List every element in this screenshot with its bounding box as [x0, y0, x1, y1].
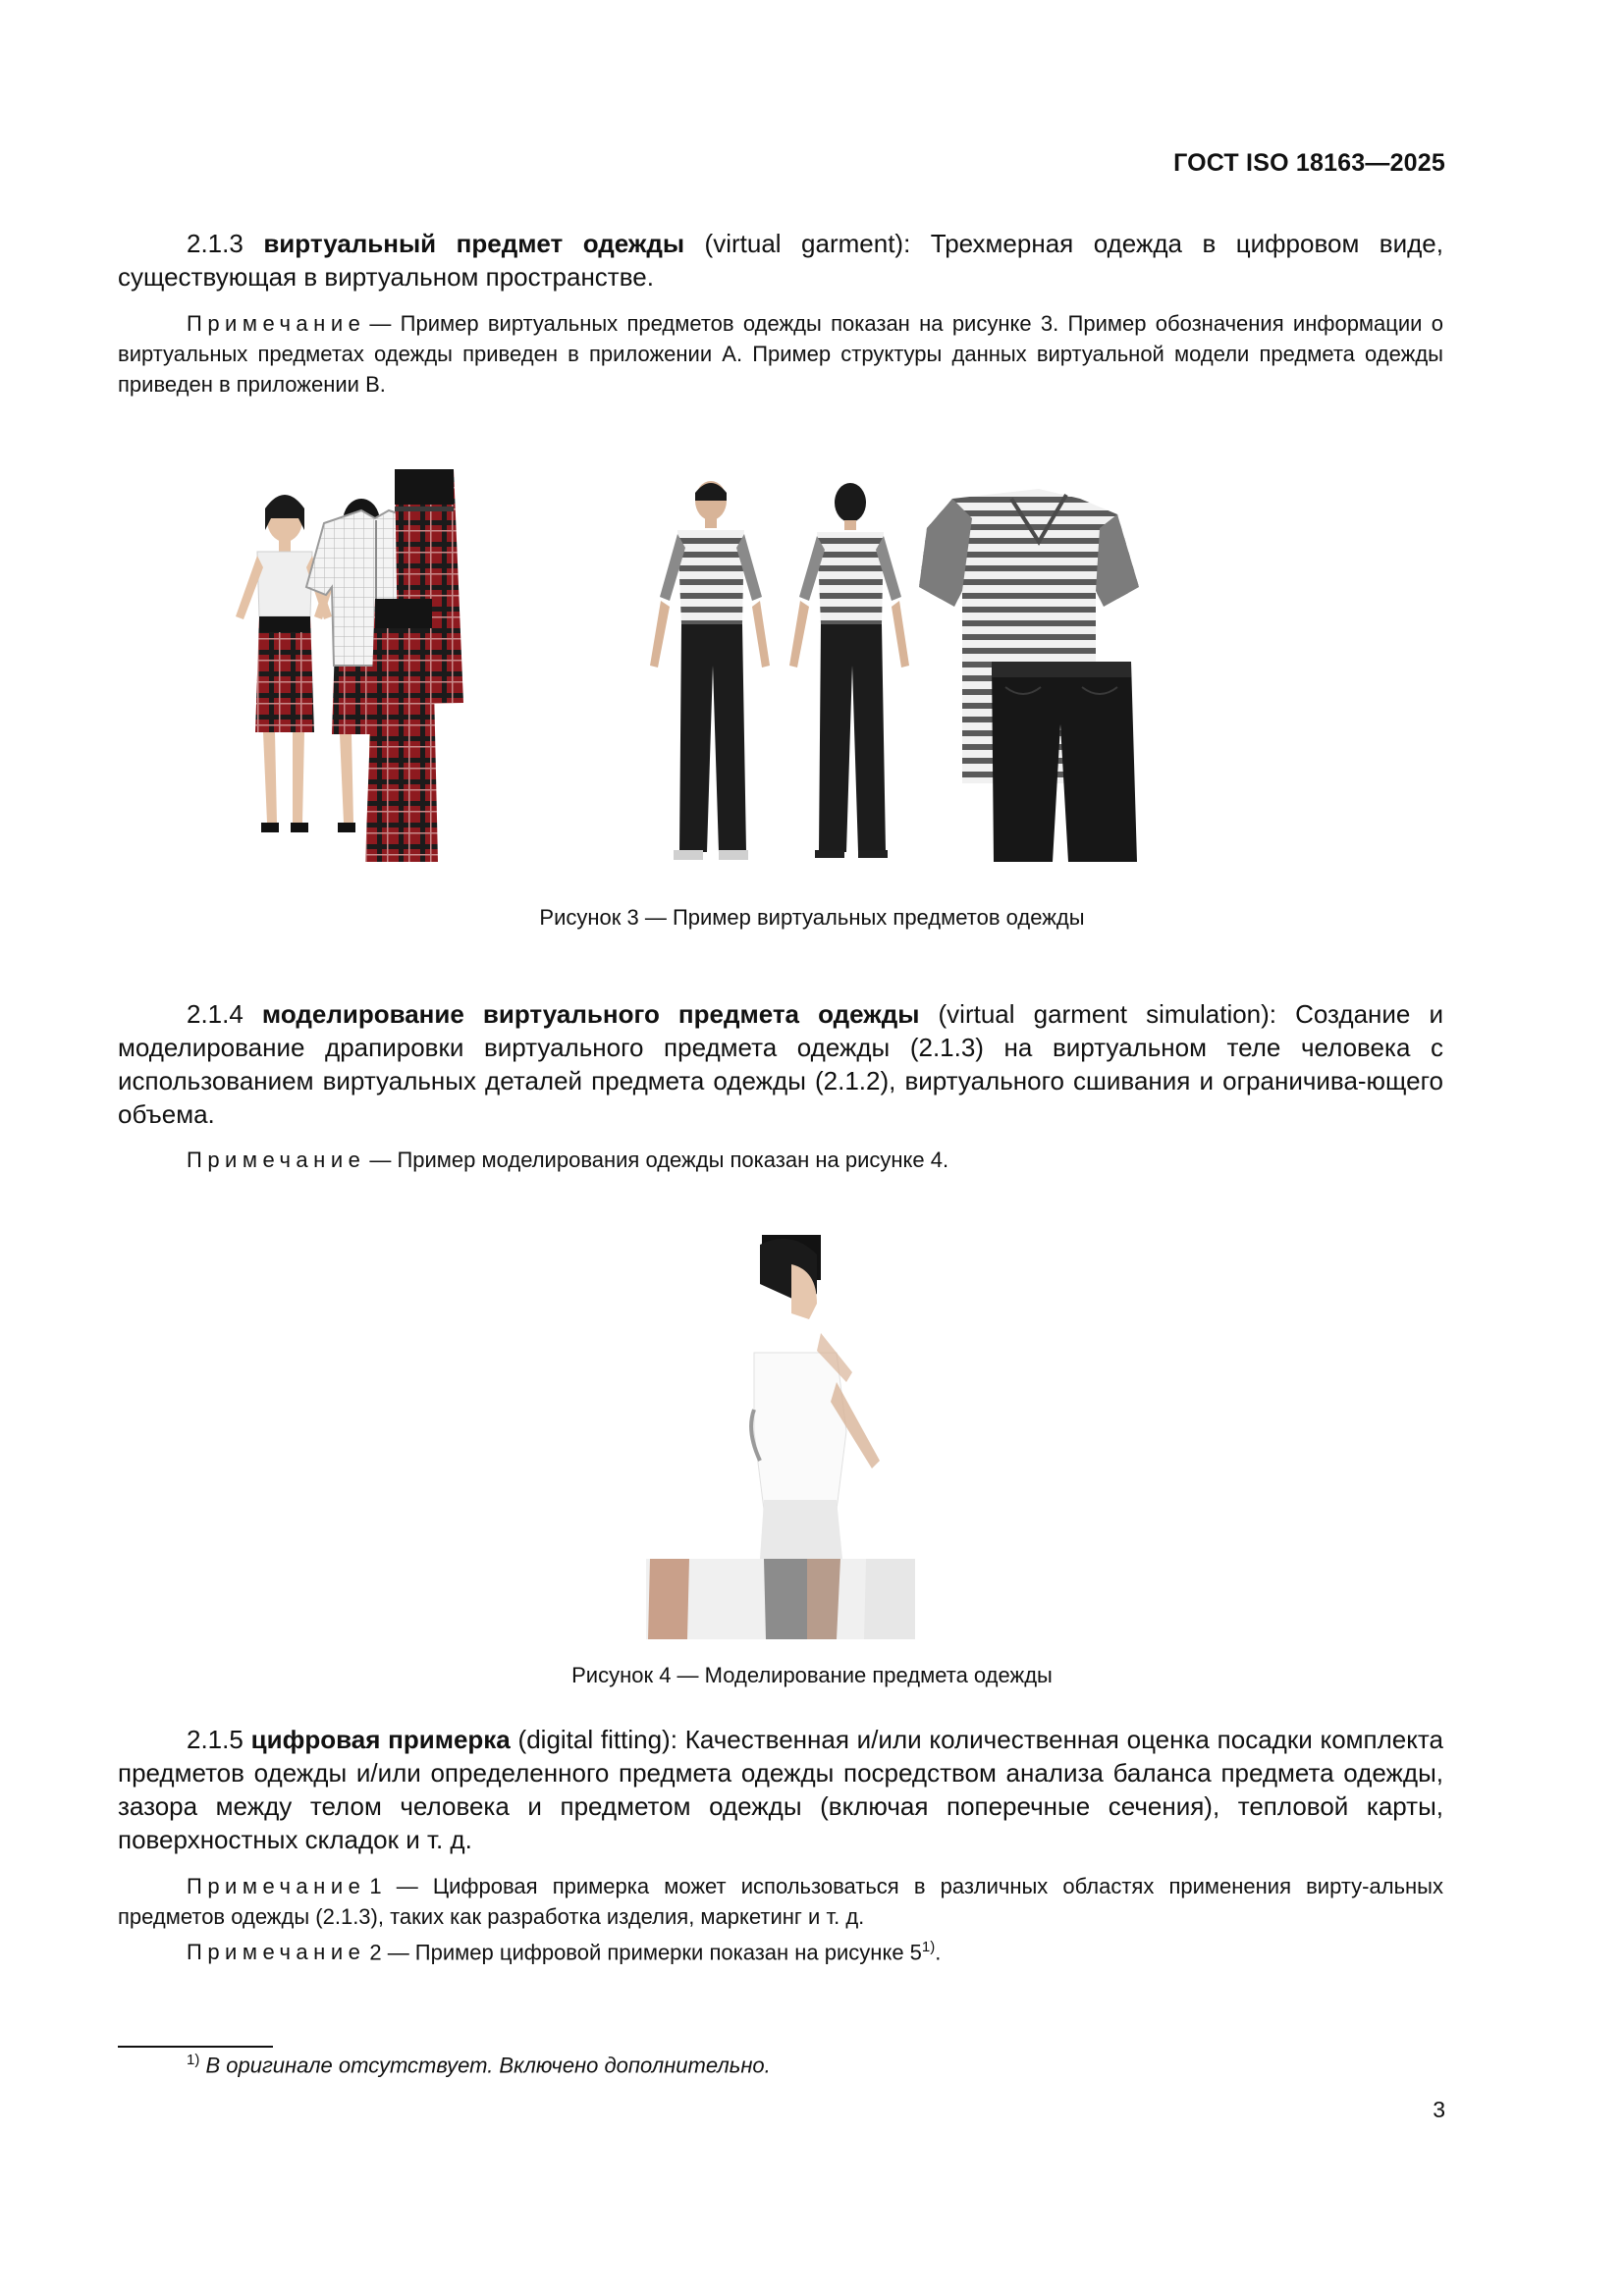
note-text: — Пример моделирования одежды показан на рисунке 4.	[369, 1148, 949, 1172]
note-label: Примечание	[187, 311, 366, 336]
footnote-reference[interactable]: 1)	[921, 1939, 936, 1955]
note-text: 1 — Цифровая примерка может использоваться в различных областях применения вирту-альных предметов одежды (2.1.3), таких как разработка изделия, маркетинг и т. д.	[118, 1874, 1443, 1929]
clause-term: виртуальный предмет одежды	[263, 229, 685, 258]
note-2-1-4	[118, 1145, 1443, 1175]
footnote	[187, 2052, 771, 2078]
avatar-man-back	[789, 483, 909, 858]
clause-term: моделирование виртуального предмета одежды	[261, 999, 920, 1029]
clause-2-1-3	[118, 227, 1443, 294]
clause-number: 2.1.5	[187, 1725, 244, 1754]
skirt-garment-front	[365, 599, 438, 862]
note-text: 2 — Пример цифровой примерки показан на рисунке 5	[369, 1940, 922, 1965]
clause-term: цифровая примерка	[250, 1725, 511, 1754]
jeans-garment	[992, 662, 1137, 862]
footnote-mark: 1)	[187, 2052, 200, 2068]
note-text: — Пример виртуальных предметов одежды показан на рисунке 3. Пример обозначения информации о виртуальных предметах одежды приведен в приложении А. Пример структуры данных виртуальной модели предмета одежды приведен в приложении В.	[118, 311, 1443, 397]
clause-2-1-4	[118, 997, 1443, 1131]
note-label: Примечание	[187, 1148, 366, 1172]
clause-definition: (virtual garment simulation): Создание и моделирование драпировки виртуального предмета одежды (2.1.3) на виртуальном теле человека с использованием виртуальных деталей предмета одежды (2.1.2), виртуального сшивания и ограничива-ющего объема.	[118, 999, 1443, 1129]
clause-definition: (digital fitting): Качественная и/или количественная оценка посадки комплекта предметов одежды и/или определенного предмета одежды посредством анализа баланса предмета одежды, зазора между телом человека и предметом одежды (включая поперечные сечения), тепловой карты, поверхностных складок и т. д.	[118, 1725, 1443, 1854]
note-label: Примечание	[187, 1874, 366, 1898]
note-label: Примечание	[187, 1940, 366, 1965]
figure-3-caption: Рисунок 3 — Пример виртуальных предметов одежды	[539, 905, 1085, 930]
figure-3-image	[196, 469, 1335, 862]
document-id-header: ГОСТ ISO 18163—2025	[1173, 149, 1445, 177]
footnote-separator	[118, 2046, 273, 2048]
note-end: .	[935, 1940, 942, 1965]
page-number: 3	[1433, 2097, 1445, 2122]
avatar-man-front	[650, 481, 770, 860]
figure-4-caption: Рисунок 4 — Моделирование предмета одежды	[571, 1663, 1053, 1687]
clause-2-1-5	[118, 1723, 1443, 1856]
clause-definition: (virtual garment): Трехмерная одежда в цифровом виде, существующая в виртуальном пространстве.	[118, 229, 1443, 292]
clause-number: 2.1.4	[187, 999, 244, 1029]
note-2-1-5-2	[118, 1932, 1443, 1967]
note-2-1-5-1	[118, 1871, 1443, 1932]
note-2-1-3	[118, 308, 1443, 400]
footnote-text: В оригинале отсутствует. Включено дополнительно.	[205, 2053, 771, 2078]
clause-number: 2.1.3	[187, 229, 244, 258]
figure-4-image	[644, 1235, 919, 1643]
